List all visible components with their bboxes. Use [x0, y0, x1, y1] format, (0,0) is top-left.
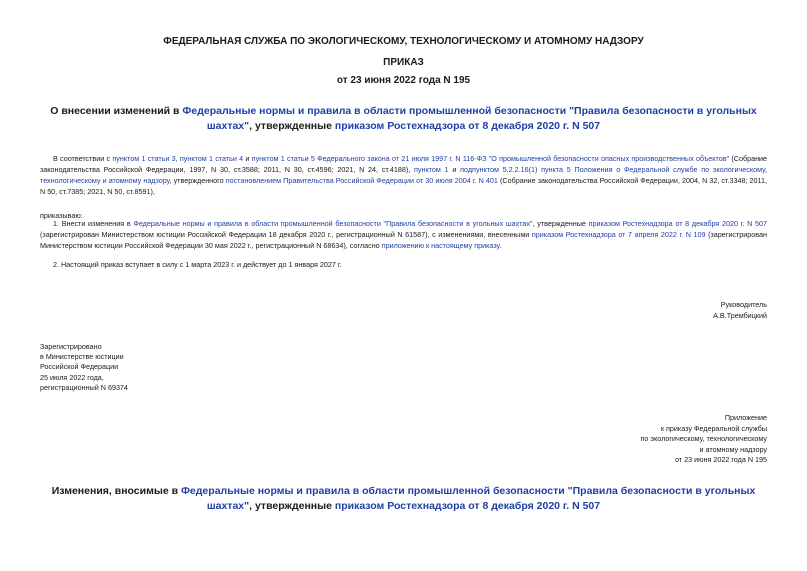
- text: В соответствии с: [53, 154, 113, 163]
- link-appendix[interactable]: приложению к настоящему приказу: [381, 241, 500, 250]
- appendix-title: [40, 484, 767, 514]
- title2-link-order-507[interactable]: приказом Ростехнадзора от 8 декабря 2020 г. N 507: [334, 500, 601, 512]
- registration-line: Зарегистрировано: [40, 342, 102, 351]
- signature-name: А.В.Трембицкий: [713, 310, 767, 320]
- registration-line: в Министерстве юстиции: [40, 352, 124, 362]
- paragraph-item-2: [40, 259, 767, 270]
- link-order-109[interactable]: приказом Ростехнадзора от 7 апреля 2022 г. N 109: [531, 230, 706, 239]
- link-federal-law-116[interactable]: пунктом 1 статьи 5 Федерального закона от 21 июля 1997 г. N 116-ФЗ "О промышленной безопасности опасных производственных объектов": [251, 154, 730, 163]
- appendix-line: и атомному надзору: [699, 444, 767, 454]
- link-order-507[interactable]: приказом Ростехнадзора от 8 декабря 2020 г. N 507: [588, 219, 767, 228]
- appendix-line: к приказу Федеральной службы: [660, 423, 767, 433]
- registration-block: [40, 342, 128, 393]
- text: и: [448, 165, 461, 174]
- text: , утвержденного: [169, 176, 226, 185]
- text: (Собрание законодательства Российской Федерации, 1997, N 30, ст.3588; 2011, N 30, ст.4596; 2021, N 24, ст.4188),: [40, 154, 768, 174]
- appendix-block: [640, 413, 767, 466]
- title2-link-norms[interactable]: Федеральные нормы и правила в области промышленной безопасности "Правила безопасности в угольных шахтах": [180, 485, 756, 512]
- title2-middle: , утвержденные: [249, 500, 335, 512]
- appendix-line: от 23 июня 2022 года N 195: [674, 455, 767, 464]
- text: ,: [175, 154, 180, 163]
- signature-block: [713, 300, 767, 321]
- title2-prefix: Изменения, вносимые в: [51, 485, 181, 497]
- signature-role: Руководитель: [720, 300, 767, 309]
- text: 1. Внести изменения в: [53, 219, 134, 228]
- text: (Собрание законодательства Российской Федерации, 2004, N 32, ст.3348; 2011, N 50, ст.7385; 2021, N 50, ст.8591),: [40, 176, 767, 196]
- text: , утвержденные: [532, 219, 589, 228]
- link-point-1[interactable]: пунктом 1: [414, 165, 449, 174]
- link-article-4[interactable]: пунктом 1 статьи 4: [179, 154, 244, 163]
- text: (зарегистрирован Министерством юстиции Российской Федерации 30 мая 2022 г., регистрационный N 68634), согласно: [40, 230, 767, 250]
- title-prefix: О внесении изменений в: [50, 105, 183, 117]
- registration-line: регистрационный N 69374: [40, 382, 128, 392]
- document-type: ПРИКАЗ: [383, 57, 424, 68]
- link-article-3[interactable]: пунктом 1 статьи 3: [112, 154, 176, 163]
- title-middle: , утвержденные: [249, 120, 335, 132]
- text: и: [243, 154, 252, 163]
- document-date-number: от 23 июня 2022 года N 195: [336, 75, 471, 86]
- text: .: [499, 241, 502, 250]
- text: (зарегистрирован Министерством юстиции Российской Федерации 18 декабря 2020 г., регистрационный N 61587), с изменениями, внесенными: [40, 230, 532, 239]
- link-regulation-subpoint[interactable]: подпунктом 5.2.2.16(1) пункта 5 Положения о Федеральной службе по экологическому, технологическому и атомному надзору: [40, 165, 767, 185]
- link-norms[interactable]: Федеральные нормы и правила в области промышленной безопасности "Правила безопасности в угольных шахтах": [133, 219, 533, 228]
- document-title: [40, 104, 767, 134]
- paragraph-item-1: [40, 218, 767, 251]
- agency-name: ФЕДЕРАЛЬНАЯ СЛУЖБА ПО ЭКОЛОГИЧЕСКОМУ, ТЕХНОЛОГИЧЕСКОМУ И АТОМНОМУ НАДЗОРУ: [163, 36, 644, 47]
- link-government-decree-401[interactable]: постановлением Правительства Российской Федерации от 30 июля 2004 г. N 401: [225, 176, 498, 185]
- registration-line: 25 июля 2022 года,: [40, 372, 104, 382]
- text: 2. Настоящий приказ вступает в силу с 1 марта 2023 г. и действует до 1 января 2027 г.: [53, 260, 342, 269]
- title-link-order-507[interactable]: приказом Ростехнадзора от 8 декабря 2020 г. N 507: [334, 120, 601, 132]
- appendix-line: по экологическому, технологическому: [640, 434, 767, 443]
- registration-line: Российской Федерации: [40, 362, 119, 372]
- paragraph-basis: [40, 153, 767, 197]
- title-link-norms[interactable]: Федеральные нормы и правила в области промышленной безопасности "Правила безопасности в угольных шахтах": [182, 105, 757, 132]
- appendix-line: Приложение: [724, 413, 767, 422]
- text: приказываю:: [40, 211, 83, 220]
